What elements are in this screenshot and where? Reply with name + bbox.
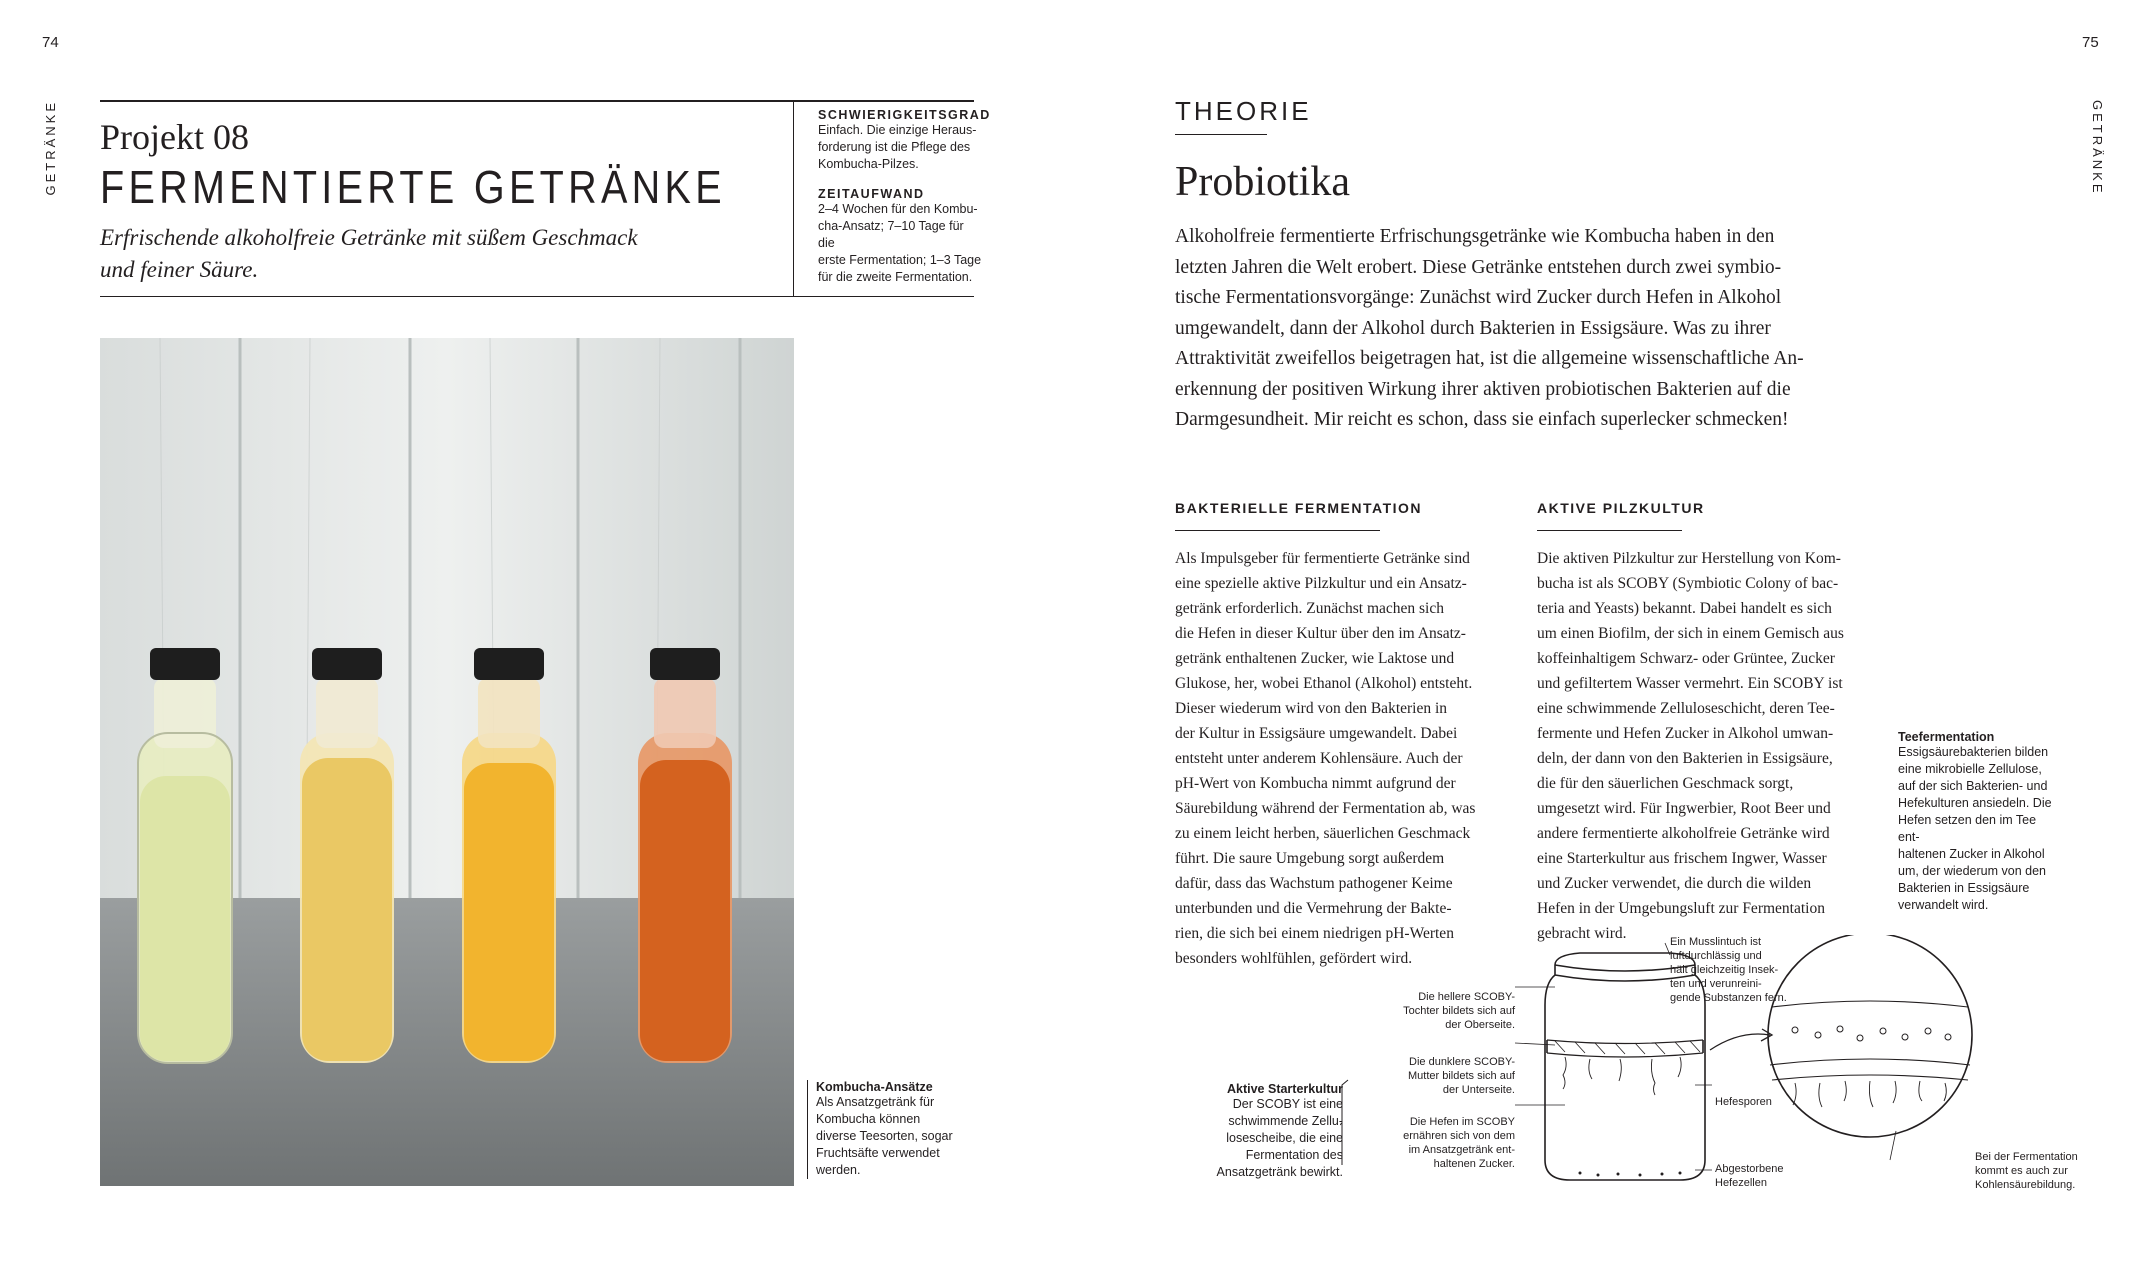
body-line: eine Starterkultur aus frischem Ingwer, Wasser bbox=[1537, 850, 1827, 867]
note-line: schwimmende Zellu- bbox=[1228, 1114, 1343, 1128]
time-line: 2–4 Wochen für den Kombu- bbox=[818, 202, 978, 216]
label-line: Die Hefen im SCOBY bbox=[1409, 1116, 1515, 1128]
note-line: auf der sich Bakterien- und bbox=[1898, 779, 2048, 793]
header-divider bbox=[793, 100, 794, 297]
col2-heading-rule bbox=[1537, 530, 1682, 531]
body-line: fermente und Hefen Zucker in Alkohol umwan- bbox=[1537, 725, 1834, 742]
page-title: FERMENTIERTE GETRÄNKE bbox=[100, 161, 726, 213]
note-line: Essigsäurebakterien bilden bbox=[1898, 745, 2049, 759]
label-musslin bbox=[1670, 935, 1810, 1005]
body-line: besonders wohlfühlen, gefördert wird. bbox=[1175, 950, 1413, 967]
body-line: unterbunden und die Vermehrung der Bakte- bbox=[1175, 900, 1452, 917]
label-kohlensaeure bbox=[1975, 1150, 2105, 1192]
label-line: Die dunklere SCOBY- bbox=[1409, 1056, 1515, 1068]
intro-line: erkennung der positiven Wirkung ihrer aktiven probiotischen Bakterien auf die bbox=[1175, 378, 1791, 400]
note-line: eine mikrobielle Zellulose, bbox=[1898, 762, 2042, 776]
teefermentation-title: Teefermentation bbox=[1898, 730, 1995, 744]
label-line: der Oberseite. bbox=[1445, 1019, 1515, 1031]
label-abgestorbene-hefezellen bbox=[1715, 1162, 1784, 1190]
photo-caption-text bbox=[816, 1094, 986, 1179]
running-head-right: GETRÄNKE bbox=[2090, 100, 2105, 196]
body-line: deln, der dann von den Bakterien in Essigsäure, bbox=[1537, 750, 1833, 767]
label-hefen bbox=[1395, 1115, 1515, 1171]
label-line: im Ansatzgetränk ent- bbox=[1408, 1144, 1515, 1156]
yeast-strands bbox=[1563, 1057, 1681, 1095]
note-line: Fermentation des bbox=[1245, 1148, 1343, 1162]
body-line: getränk erforderlich. Zunächst machen sich bbox=[1175, 600, 1444, 617]
body-line: die Hefen in dieser Kultur über den im Ansatz- bbox=[1175, 625, 1466, 642]
intro-line: letzten Jahren die Welt erobert. Diese Getränke entstehen durch zwei symbio- bbox=[1175, 256, 1782, 278]
header-rule-bottom bbox=[100, 296, 974, 297]
project-label: Projekt 08 bbox=[100, 117, 249, 157]
label-line: Die hellere SCOBY- bbox=[1418, 991, 1515, 1003]
note-line: Der SCOBY ist eine bbox=[1232, 1097, 1343, 1111]
intro-line: umgewandelt, dann der Alkohol durch Bakterien in Essigsäure. Was zu ihrer bbox=[1175, 317, 1771, 339]
body-line: teria and Yeasts) bekannt. Dabei handelt es sich bbox=[1537, 600, 1832, 617]
difficulty-text bbox=[818, 122, 983, 173]
caption-line: diverse Teesorten, sogar bbox=[816, 1129, 953, 1143]
note-line: Hefen setzen den im Tee ent- bbox=[1898, 813, 2037, 844]
label-line: Bei der Fermentation bbox=[1975, 1151, 2078, 1163]
body-line: eine schwimmende Zelluloseschicht, deren Tee- bbox=[1537, 700, 1835, 717]
label-line: hält gleichzeitig Insek- bbox=[1670, 964, 1779, 976]
col2-heading: AKTIVE PILZKULTUR bbox=[1537, 500, 1705, 516]
body-line: führt. Die saure Umgebung sorgt außerdem bbox=[1175, 850, 1445, 867]
starterkultur-text bbox=[1195, 1096, 1343, 1181]
body-line: getränk enthaltenen Zucker, wie Laktose und bbox=[1175, 650, 1455, 667]
section-label: THEORIE bbox=[1175, 96, 1312, 126]
time-line: cha-Ansatz; 7–10 Tage für die bbox=[818, 219, 964, 250]
running-head-left: GETRÄNKE bbox=[43, 100, 58, 196]
body-line: andere fermentierte alkoholfreie Getränke wird bbox=[1537, 825, 1830, 842]
col1-heading: BAKTERIELLE FERMENTATION bbox=[1175, 500, 1423, 516]
photo-caption bbox=[807, 1080, 986, 1179]
caption-line: Als Ansatzgetränk für bbox=[816, 1095, 935, 1109]
col1-heading-rule bbox=[1175, 530, 1380, 531]
label-line: Ein Musslintuch ist bbox=[1670, 936, 1762, 948]
label-line: Abgestorbene bbox=[1715, 1163, 1784, 1175]
intro-line: Alkoholfreie fermentierte Erfrischungsgetränke wie Kombucha haben in den bbox=[1175, 226, 1775, 247]
dead-yeast-dots bbox=[1579, 1172, 1682, 1177]
label-line: haltenen Zucker. bbox=[1433, 1158, 1515, 1170]
difficulty-box bbox=[818, 108, 991, 286]
col2-body bbox=[1537, 546, 1872, 946]
teefermentation-text bbox=[1898, 744, 2058, 914]
body-line: koffeinhaltigem Schwarz- oder Grüntee, Zucker bbox=[1537, 650, 1835, 667]
body-line: der Kultur in Essigsäure umgewandelt. Dabei bbox=[1175, 725, 1458, 742]
body-line: Säurebildung während der Fermentation ab, was bbox=[1175, 800, 1476, 817]
caption-line: werden. bbox=[816, 1163, 861, 1177]
note-line: um, der wiederum von den bbox=[1898, 864, 2046, 878]
body-line: umgesetzt wird. Für Ingwerbier, Root Beer und bbox=[1537, 800, 1831, 817]
label-line: kommt es auch zur bbox=[1975, 1165, 2068, 1177]
body-line: pH-Wert von Kombucha nimmt aufgrund der bbox=[1175, 775, 1456, 792]
section-heading: Probiotika bbox=[1175, 159, 1350, 205]
body-line: entsteht unter anderem Kohlensäure. Auch der bbox=[1175, 750, 1463, 767]
bacteria-dots bbox=[1792, 1026, 1951, 1041]
difficulty-line: Kombucha-Pilzes. bbox=[818, 157, 919, 171]
starterkultur-bracket bbox=[1340, 1080, 1348, 1165]
intro-paragraph bbox=[1175, 222, 1835, 436]
teefermentation-note bbox=[1898, 730, 2058, 914]
body-line: und Zucker verwendet, die durch die wilden bbox=[1537, 875, 1812, 892]
col1-body bbox=[1175, 546, 1510, 971]
note-line: losescheibe, die eine bbox=[1226, 1131, 1343, 1145]
label-line: Kohlensäurebildung. bbox=[1975, 1179, 2076, 1191]
page-number-left: 74 bbox=[42, 34, 59, 51]
body-line: rien, die sich bei einem niedrigen pH-Werten bbox=[1175, 925, 1454, 942]
photo-caption-title: Kombucha-Ansätze bbox=[816, 1080, 933, 1094]
intro-line: tische Fermentationsvorgänge: Zunächst wird Zucker durch Hefen in Alkohol bbox=[1175, 287, 1782, 308]
starterkultur-note bbox=[1195, 1082, 1343, 1181]
time-line: für die zweite Fermentation. bbox=[818, 270, 973, 284]
body-line: zu einem leicht herben, säuerlichen Geschmack bbox=[1175, 825, 1471, 842]
body-line: Hefen in der Umgebungsluft zur Fermentation bbox=[1537, 900, 1825, 917]
magnified-strands bbox=[1793, 1081, 1946, 1107]
body-line: um einen Biofilm, der sich in einem Gemisch aus bbox=[1537, 625, 1844, 642]
difficulty-line: forderung ist die Pflege des bbox=[818, 140, 971, 154]
header-rule-top bbox=[100, 100, 974, 102]
body-line: Dieser wiederum wird von den Bakterien in bbox=[1175, 700, 1448, 717]
time-text bbox=[818, 201, 983, 286]
body-line: und gefiltertem Wasser vermehrt. Ein SCOBY ist bbox=[1537, 675, 1843, 692]
label-line: Tochter bildets sich auf bbox=[1403, 1005, 1515, 1017]
difficulty-heading: SCHWIERIGKEITSGRAD bbox=[818, 108, 991, 122]
section-label-rule bbox=[1175, 134, 1267, 135]
time-heading: ZEITAUFWAND bbox=[818, 187, 925, 201]
label-hefesporen: Hefesporen bbox=[1715, 1096, 1772, 1108]
body-line: Die aktiven Pilzkultur zur Herstellung von Kom- bbox=[1537, 550, 1841, 567]
body-line: Glukose, her, wobei Ethanol (Alkohol) entsteht. bbox=[1175, 675, 1473, 692]
body-line: bucha ist als SCOBY (Symbiotic Colony of bac- bbox=[1537, 575, 1839, 592]
label-line: der Unterseite. bbox=[1442, 1084, 1515, 1096]
label-line: Mutter bildets sich auf bbox=[1408, 1070, 1515, 1082]
label-line: ernähren sich von dem bbox=[1403, 1130, 1515, 1142]
kombucha-bottles-illustration bbox=[100, 338, 794, 1186]
label-line: gende Substanzen fern. bbox=[1670, 992, 1787, 1004]
note-line: haltenen Zucker in Alkohol bbox=[1898, 847, 2045, 861]
intro-line: Darmgesundheit. Mir reicht es schon, dass sie einfach superlecker schmecken! bbox=[1175, 409, 1789, 430]
note-line: Bakterien in Essigsäure bbox=[1898, 881, 2030, 895]
label-line: ten und verunreini- bbox=[1670, 978, 1762, 990]
caption-line: Fruchtsäfte verwendet bbox=[816, 1146, 940, 1160]
page-number-right: 75 bbox=[2082, 34, 2099, 51]
label-line: Hefezellen bbox=[1715, 1177, 1767, 1189]
starterkultur-title: Aktive Starterkultur bbox=[1226, 1082, 1343, 1096]
note-line: Hefekulturen ansiedeln. Die bbox=[1898, 796, 2052, 810]
intro-line: Attraktivität zweifellos beigetragen hat, ist die allgemeine wissenschaftliche An- bbox=[1175, 348, 1804, 369]
arrow-icon bbox=[1710, 1034, 1770, 1050]
body-line: Als Impulsgeber für fermentierte Getränke sind bbox=[1175, 550, 1470, 567]
body-line: gebracht wird. bbox=[1537, 925, 1627, 942]
label-dunklere-scoby bbox=[1395, 1055, 1515, 1097]
caption-line: Kombucha können bbox=[816, 1112, 921, 1126]
body-line: eine spezielle aktive Pilzkultur und ein Ansatz- bbox=[1175, 575, 1467, 592]
kombucha-photo bbox=[100, 338, 794, 1186]
time-line: erste Fermentation; 1–3 Tage bbox=[818, 253, 982, 267]
label-line: luftdurchlässig und bbox=[1670, 950, 1762, 962]
body-line: dafür, dass das Wachstum pathogener Keime bbox=[1175, 875, 1453, 892]
difficulty-line: Einfach. Die einzige Heraus- bbox=[818, 123, 977, 137]
note-line: Ansatzgetränk bewirkt. bbox=[1216, 1165, 1343, 1179]
body-line: die für den säuerlichen Geschmack sorgt, bbox=[1537, 775, 1794, 792]
page-subtitle: Erfrischende alkoholfreie Getränke mit süßem Geschmack und feiner Säure. bbox=[100, 225, 638, 282]
label-hellere-scoby bbox=[1395, 990, 1515, 1032]
note-line: verwandelt wird. bbox=[1898, 898, 1989, 912]
